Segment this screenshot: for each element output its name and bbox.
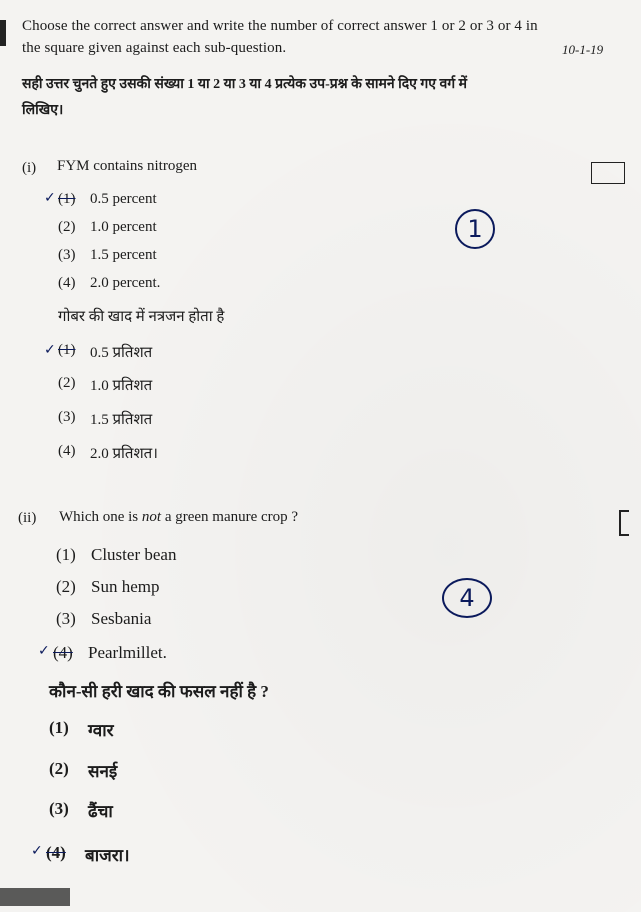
question-1-hindi-text: गोबर की खाद में नत्रजन होता है	[58, 309, 225, 325]
question-2-number: (ii)	[18, 510, 37, 526]
q2-option-2-text: Sun hemp	[91, 577, 160, 596]
question-2-hindi-text: कौन-सी हरी खाद की फसल नहीं है ?	[49, 682, 269, 701]
q1-option-1-text: 0.5 percent	[90, 191, 157, 207]
q1-option-3-num: (3)	[58, 247, 76, 263]
q2-option-3-num: (3)	[56, 609, 76, 628]
question-2-text: Which one is not a green manure crop ?	[59, 509, 299, 525]
handwritten-answer-1: 1	[455, 209, 495, 249]
tick-mark: ✓	[44, 342, 56, 358]
q2-option-1-text: Cluster bean	[91, 545, 177, 564]
tick-mark: ✓	[44, 190, 56, 206]
paper-code: 10-1-19	[562, 42, 604, 57]
answer-box-2[interactable]	[619, 510, 629, 536]
instruction-hindi-line1: सही उत्तर चुनते हुए उसकी संख्या 1 या 2 या 3 या 4 प्रत्येक उप-प्रश्न के सामने दिए गए वर्ग में	[22, 77, 468, 92]
q1-option-3-text: 1.5 percent	[90, 247, 157, 263]
q1-hindi-option-4-num: (4)	[58, 443, 76, 459]
q2-hindi-option-4-text: बाजरा।	[85, 846, 130, 865]
q2-option-4-text: Pearlmillet.	[88, 643, 167, 662]
q2-hindi-option-4-num: (4)	[46, 843, 66, 862]
q1-hindi-option-1-text: 0.5 प्रतिशत	[90, 345, 153, 361]
q1-hindi-option-2-num: (2)	[58, 375, 76, 391]
q2-hindi-option-1-text: ग्वार	[88, 721, 114, 740]
q1-hindi-option-4-text: 2.0 प्रतिशत।	[90, 446, 158, 462]
q1-hindi-option-1-num: (1)	[58, 342, 76, 358]
q1-option-2-text: 1.0 percent	[90, 219, 157, 235]
instruction-english-line2: the square given against each sub-question.	[22, 40, 287, 56]
scan-edge-mark	[0, 888, 70, 906]
q2-hindi-option-2-num: (2)	[49, 759, 69, 778]
q2-option-3-text: Sesbania	[91, 609, 152, 628]
q2-hindi-option-3-text: ढैंचा	[88, 802, 113, 821]
q2-option-2-num: (2)	[56, 577, 76, 596]
q1-hindi-option-3-text: 1.5 प्रतिशत	[90, 412, 153, 428]
q2-hindi-option-3-num: (3)	[49, 799, 69, 818]
answer-box-1[interactable]	[591, 162, 625, 184]
instruction-hindi-line2: लिखिए।	[22, 103, 64, 118]
tick-mark: ✓	[31, 843, 43, 859]
question-1-text: FYM contains nitrogen	[57, 158, 197, 174]
question-1-number: (i)	[22, 160, 37, 176]
q1-hindi-option-2-text: 1.0 प्रतिशत	[90, 378, 153, 394]
q2-hindi-option-2-text: सनई	[88, 762, 118, 781]
handwritten-answer-2: 4	[442, 578, 492, 618]
q1-option-1-num: (1)	[58, 191, 76, 207]
q1-hindi-option-3-num: (3)	[58, 409, 76, 425]
q1-option-4-num: (4)	[58, 275, 76, 291]
tick-mark: ✓	[38, 643, 50, 659]
scan-edge-mark	[0, 20, 6, 46]
instruction-english-line1: Choose the correct answer and write the number of correct answer 1 or 2 or 3 or 4 in	[22, 18, 538, 34]
q2-option-1-num: (1)	[56, 545, 76, 564]
q1-option-4-text: 2.0 percent.	[90, 275, 161, 291]
q1-option-2-num: (2)	[58, 219, 76, 235]
q2-option-4-num: (4)	[53, 643, 73, 662]
q2-hindi-option-1-num: (1)	[49, 718, 69, 737]
